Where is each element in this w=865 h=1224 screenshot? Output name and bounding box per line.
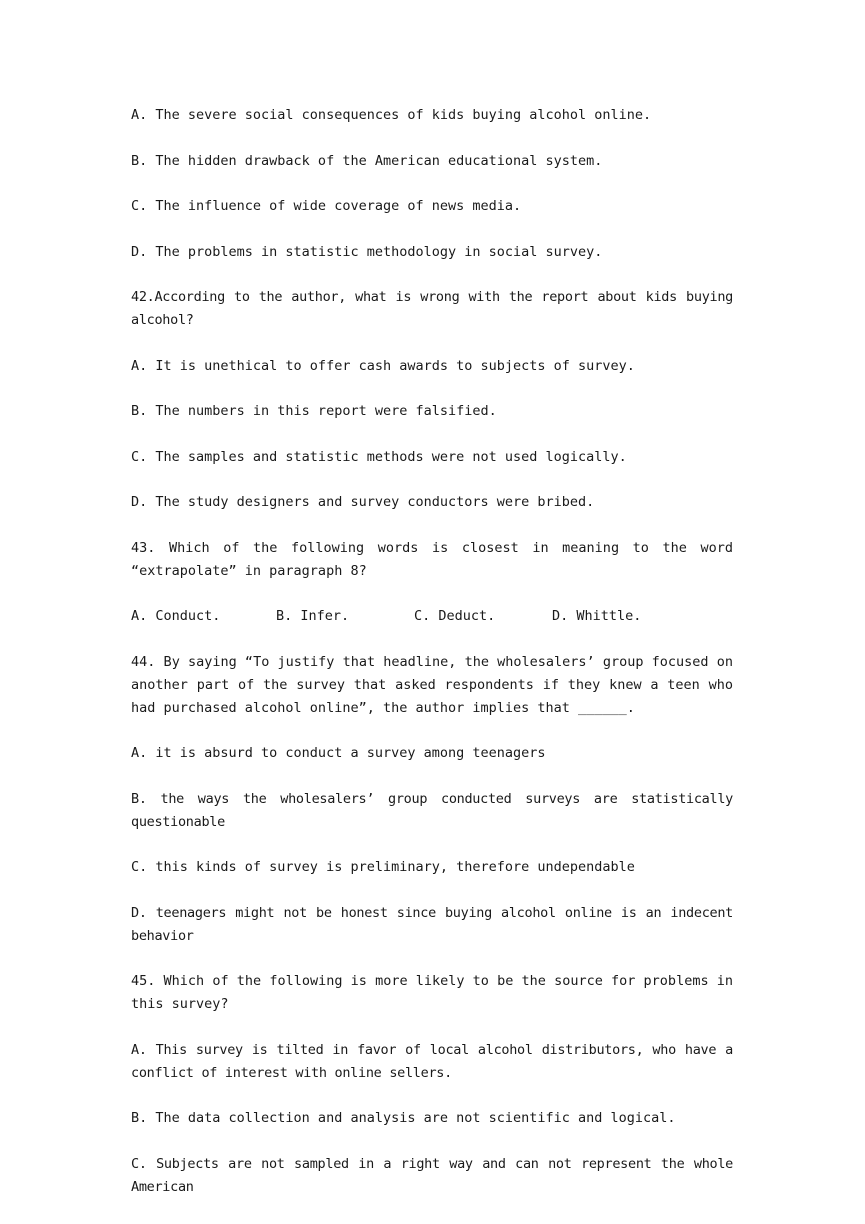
q44-question: 44. By saying “To justify that headline, the wholesalers’ group focused on another part of the survey that asked respondents if they knew a teen who had purchased alcohol online”, the author implies that ______.: [131, 653, 733, 716]
q43-option-b: B. Infer.: [276, 608, 350, 624]
q42-question: 42.According to the author, what is wrong with the report about kids buying alcohol?: [131, 289, 733, 328]
q41-option-a: A. The severe social consequences of kids buying alcohol online.: [131, 107, 652, 123]
q44-option-a: A. it is absurd to conduct a survey among teenagers: [131, 745, 546, 761]
q45-option-b: B. The data collection and analysis are not scientific and logical.: [131, 1110, 676, 1126]
q42-option-a: A. It is unethical to offer cash awards to subjects of survey.: [131, 357, 635, 374]
q43-option-a: A. Conduct.: [131, 608, 221, 624]
q41-option-d: D. The problems in statistic methodology in social survey.: [131, 243, 603, 260]
document-page: [131, 104, 733, 1221]
q44-option-d: D. teenagers might not be honest since buying alcohol online is an indecent behavior: [131, 904, 733, 944]
q45-option-a: A. This survey is tilted in favor of local alcohol distributors, who have a conflict of interest with online sellers.: [131, 1041, 733, 1081]
q44-option-b: B. the ways the wholesalers’ group conducted surveys are statistically questionable: [131, 790, 733, 830]
q42-option-c: C. The samples and statistic methods were not used logically.: [131, 448, 627, 465]
q43-question: 43. Which of the following words is closest in meaning to the word “extrapolate” in paragraph 8?: [131, 539, 733, 579]
q41-option-b: B. The hidden drawback of the American educational system.: [131, 152, 603, 169]
q43-option-d: D. Whittle.: [552, 608, 642, 624]
q42-option-d: D. The study designers and survey conductors were bribed.: [131, 494, 595, 510]
q45-option-c: C. Subjects are not sampled in a right way and can not represent the whole American: [131, 1155, 733, 1195]
q42-option-b: B. The numbers in this report were falsified.: [131, 403, 497, 419]
q43-options: [131, 605, 733, 628]
q41-option-c: C. The influence of wide coverage of news media.: [131, 198, 522, 214]
q45-question: 45. Which of the following is more likely to be the source for problems in this survey?: [131, 973, 733, 1012]
q43-option-c: C. Deduct.: [414, 608, 496, 624]
q44-option-c: C. this kinds of survey is preliminary, therefore undependable: [131, 859, 635, 875]
